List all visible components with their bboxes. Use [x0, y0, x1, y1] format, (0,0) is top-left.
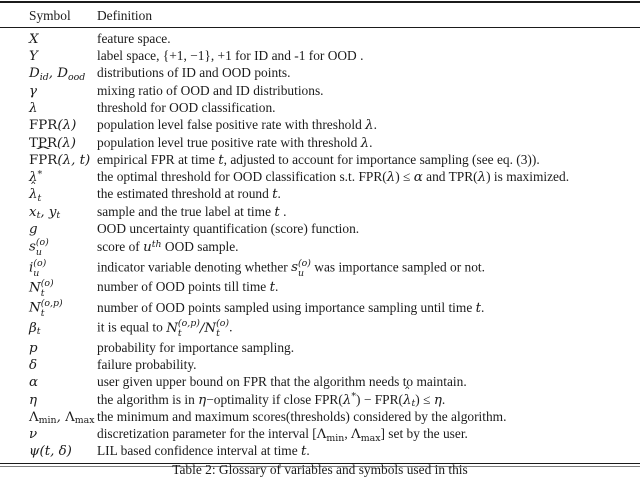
table-row: [0, 409, 640, 426]
symbol-cell: λ*: [29, 168, 43, 186]
symbol-cell: g: [29, 222, 38, 238]
table-header-row: [0, 3, 640, 27]
definition-cell: LIL based confidence interval at time t.: [97, 443, 310, 460]
table-row: [0, 204, 640, 221]
table-caption: Table 2: Glossary of variables and symbols used in this: [172, 462, 468, 477]
definition-cell: the algorithm is in η−optimality if close FPR(λ*) − FPR(ˆ $\lambda_t) \le \eta$.: [97, 392, 640, 409]
table-row: [0, 83, 640, 100]
symbol-cell: $\beta_t$: [29, 320, 41, 338]
table-row: [0, 299, 640, 319]
definition-cell: the optimal threshold for OOD classification s.t. FPR(λ) ≤ α and TPR(λ) is maximized.: [97, 169, 570, 186]
definition-cell: score of $u^{th}$ OOD sample.: [97, 238, 239, 255]
definition-cell: user given upper bound on FPR that the algorithm needs to maintain.: [97, 374, 467, 390]
table-row: [0, 31, 640, 48]
table-row: [0, 392, 640, 409]
definition-cell: threshold for OOD classification.: [97, 99, 276, 115]
symbol-cell: α: [29, 375, 39, 391]
column-header-symbol: Symbol: [29, 7, 71, 23]
symbol-cell: η: [29, 392, 38, 408]
table-row: [0, 100, 640, 117]
symbol-cell: $\Lambda_{min}$, $\Lambda_{max}$: [29, 409, 95, 427]
symbol-cell: FPR(λ): [29, 118, 77, 134]
definition-cell: number of OOD points sampled using importance sampling until time t.: [97, 299, 485, 316]
definition-cell: distributions of ID and OOD points.: [97, 65, 291, 81]
symbol-cell: ˆ $\lambda_t$: [29, 187, 97, 203]
symbol-cell: TPR(λ): [29, 135, 76, 151]
table-row: [0, 186, 640, 203]
definition-cell: the estimated threshold at round t.: [97, 186, 281, 203]
symbol-cell: N (o) t: [29, 277, 54, 299]
table-body: [0, 28, 640, 462]
definition-cell: failure probability.: [97, 356, 197, 372]
symbol-cell: ν: [29, 427, 38, 443]
symbol-cell: $x_t$, $y_t$: [29, 204, 61, 222]
definition-cell: label space, {+1, −1}, +1 for ID and -1 for OOD .: [97, 48, 364, 64]
definition-cell: empirical FPR at time t, adjusted to account for importance sampling (see eq. (3)).: [97, 151, 540, 168]
glossary-page: [0, 1, 640, 477]
table-row: [0, 221, 640, 238]
definition-cell: indicator variable denoting whether s (o) u was importance sampled or not.: [97, 257, 485, 279]
definition-cell: the minimum and maximum scores(thresholds) considered by the algorithm.: [97, 408, 507, 424]
definition-cell: number of OOD points till time t.: [97, 279, 279, 296]
definition-cell: sample and the true label at time t .: [97, 203, 287, 220]
symbol-cell: ˆ FPR(λ, t): [29, 153, 97, 169]
table-row: [0, 426, 640, 443]
table-row: [0, 374, 640, 391]
table-row: [0, 279, 640, 299]
symbol-cell: s (o) u: [29, 237, 49, 259]
definition-cell: mixing ratio of OOD and ID distributions.: [97, 82, 324, 98]
table-row: [0, 443, 640, 460]
table-row: [0, 169, 640, 186]
symbol-cell: λ: [29, 100, 38, 116]
symbol-cell: N (o,p) t: [29, 298, 63, 320]
table-row: [0, 117, 640, 134]
symbol-cell: δ: [29, 357, 38, 373]
table-row: [0, 48, 640, 65]
definition-cell: feature space.: [97, 30, 171, 46]
table-row: [0, 259, 640, 279]
symbol-cell: Y: [29, 49, 38, 65]
definition-cell: OOD uncertainty quantification (score) function.: [97, 221, 360, 237]
definition-cell: probability for importance sampling.: [97, 339, 295, 355]
table-row: [0, 357, 640, 374]
definition-cell: population level false positive rate with threshold λ.: [97, 117, 377, 134]
symbol-cell: X: [29, 31, 39, 47]
table-row: [0, 135, 640, 152]
table-row: [0, 152, 640, 169]
table-row: [0, 319, 640, 339]
table-row: [0, 340, 640, 357]
symbol-cell: γ: [29, 83, 38, 99]
table-row: [0, 65, 640, 82]
definition-cell: it is equal to N (o,p) t /N (o) t .: [97, 318, 233, 340]
symbol-cell: p: [29, 340, 38, 356]
symbol-cell: i (o) u: [29, 257, 47, 279]
column-header-definition: Definition: [97, 7, 153, 23]
table-row: [0, 238, 640, 258]
definition-cell: discretization parameter for the interval [$\Lambda_{min}$, $\Lambda_{max}$] set by the user.: [97, 426, 468, 444]
definition-cell: population level true positive rate with threshold λ.: [97, 134, 373, 151]
symbol-cell: ψ(t, δ): [29, 444, 72, 460]
symbol-cell: $D_{id}$, $D_{ood}$: [29, 66, 86, 84]
